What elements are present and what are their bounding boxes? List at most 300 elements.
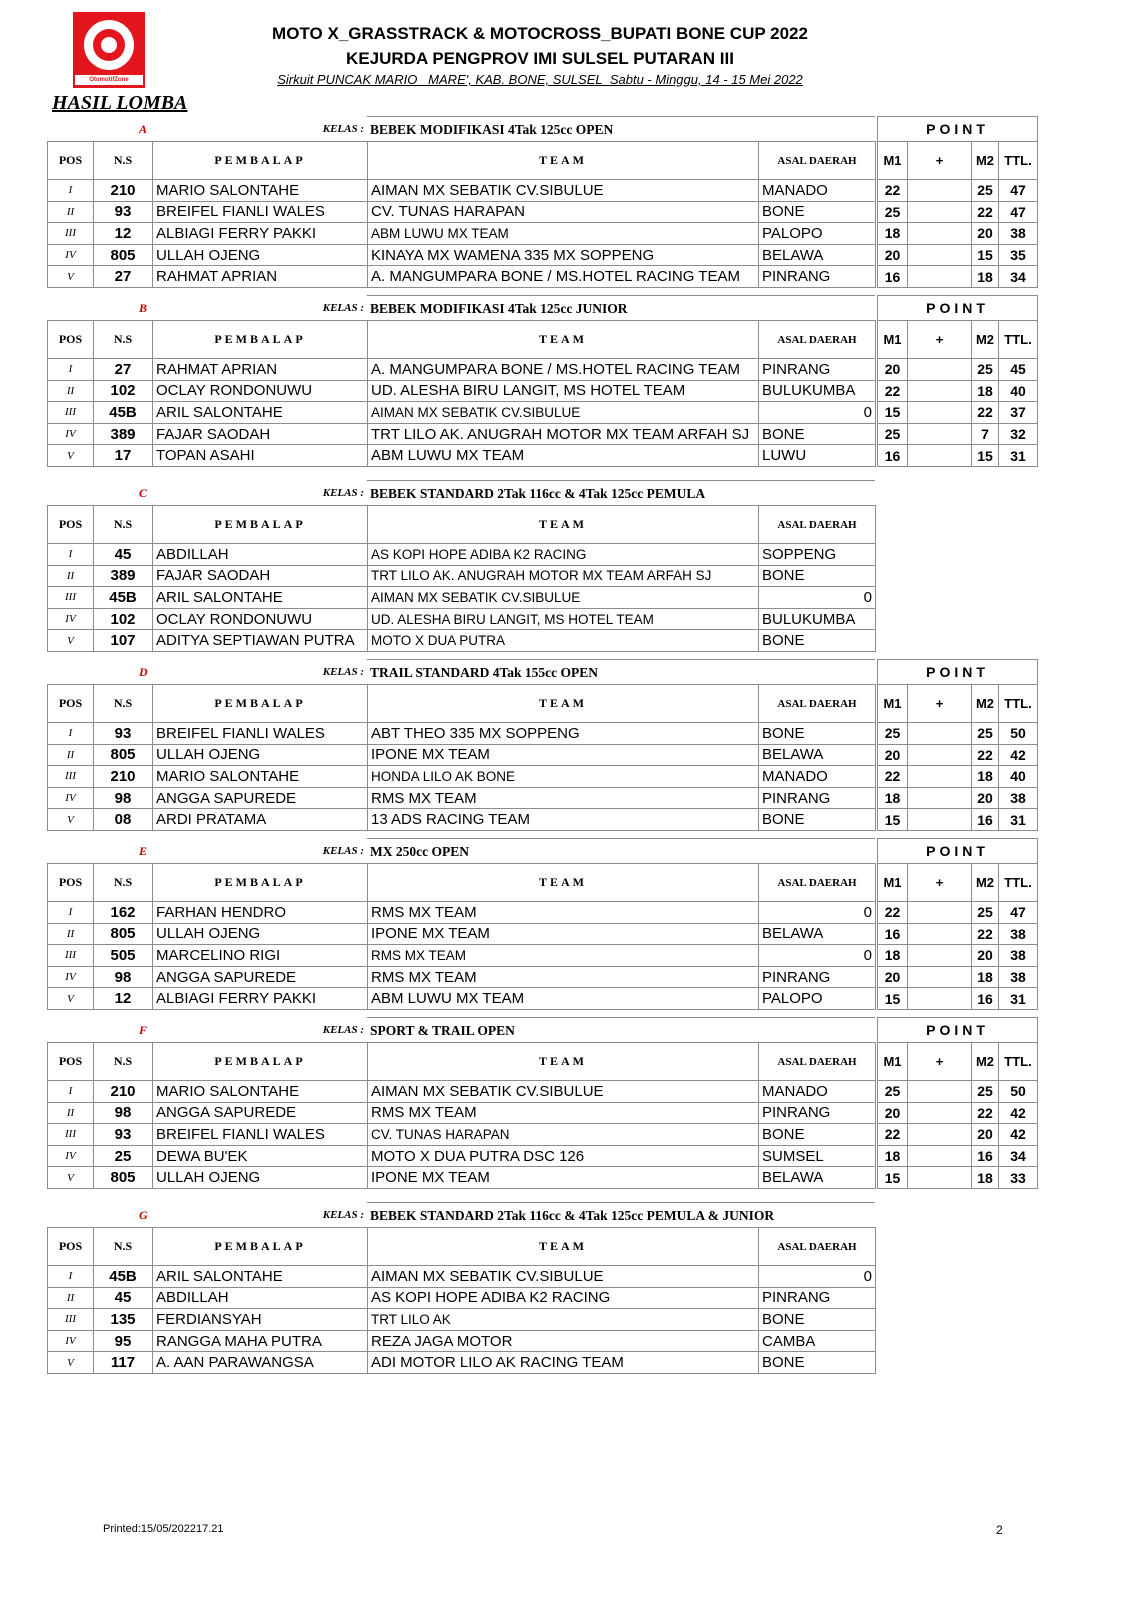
table-row [48, 1102, 876, 1124]
m2-cell: 16 [972, 1145, 999, 1167]
class-letter: C [139, 486, 148, 500]
header-team: TEAM [368, 321, 759, 359]
ttl-cell: 33 [999, 1167, 1038, 1189]
table-row [48, 630, 876, 652]
asal-daerah-cell: BONE [759, 1309, 876, 1331]
start-number-cell: 117 [94, 1352, 153, 1374]
header-ttl: TTL. [999, 142, 1038, 180]
rider-cell: MARCELINO RIGI [153, 945, 368, 967]
rider-cell: ULLAH OJENG [153, 744, 368, 766]
team-cell: 13 ADS RACING TEAM [368, 809, 759, 831]
class-letter: E [139, 844, 148, 858]
asal-daerah-cell: PINRANG [759, 266, 876, 288]
plus-spacer-cell [908, 180, 972, 202]
start-number-cell: 98 [94, 966, 153, 988]
class-name: SPORT & TRAIL OPEN [367, 1017, 875, 1042]
kelas-label: KELAS : [322, 845, 364, 857]
ttl-cell: 35 [999, 244, 1038, 266]
m1-cell: 18 [878, 945, 908, 967]
ttl-cell: 47 [999, 201, 1038, 223]
header-team: TEAM [368, 1228, 759, 1266]
team-cell: CV. TUNAS HARAPAN [368, 201, 759, 223]
ttl-cell: 38 [999, 223, 1038, 245]
points-row [878, 244, 1038, 266]
points-row [878, 445, 1038, 467]
header-ns: N.S [94, 1043, 153, 1081]
ttl-cell: 45 [999, 359, 1038, 381]
kelas-label: KELAS : [322, 1024, 364, 1036]
m1-cell: 25 [878, 1081, 908, 1103]
header-ns: N.S [94, 864, 153, 902]
header-m1: M1 [878, 321, 908, 359]
asal-daerah-cell: PINRANG [759, 359, 876, 381]
table-header [48, 506, 876, 544]
team-cell: TRT LILO AK. ANUGRAH MOTOR MX TEAM ARFAH SJ [368, 423, 759, 445]
m2-cell: 20 [972, 1124, 999, 1146]
ttl-cell: 31 [999, 988, 1038, 1010]
asal-daerah-cell: SUMSEL [759, 1145, 876, 1167]
asal-daerah-cell: BONE [759, 1352, 876, 1374]
header-asal-daerah: ASAL DAERAH [759, 321, 876, 359]
header-ttl: TTL. [999, 864, 1038, 902]
rider-cell: ULLAH OJENG [153, 923, 368, 945]
team-cell: RMS MX TEAM [368, 902, 759, 924]
ttl-cell: 38 [999, 923, 1038, 945]
team-cell: ABM LUWU MX TEAM [368, 223, 759, 245]
start-number-cell: 95 [94, 1330, 153, 1352]
pos-cell: III [48, 945, 94, 967]
header-pembalap: PEMBALAP [153, 1228, 368, 1266]
header-m2: M2 [972, 142, 999, 180]
header-pos: POS [48, 142, 94, 180]
header-ttl: TTL. [999, 1043, 1038, 1081]
asal-daerah-cell: CAMBA [759, 1330, 876, 1352]
points-row [878, 402, 1038, 424]
ttl-cell: 34 [999, 266, 1038, 288]
team-cell: CV. TUNAS HARAPAN [368, 1124, 759, 1146]
team-cell: RMS MX TEAM [368, 1102, 759, 1124]
points-row [878, 723, 1038, 745]
header-m1: M1 [878, 1043, 908, 1081]
kelas-label: KELAS : [322, 666, 364, 678]
pos-cell: III [48, 587, 94, 609]
plus-spacer-cell [908, 1102, 972, 1124]
start-number-cell: 805 [94, 923, 153, 945]
m1-cell: 25 [878, 723, 908, 745]
points-row [878, 744, 1038, 766]
start-number-cell: 210 [94, 1081, 153, 1103]
kelas-label: KELAS : [322, 302, 364, 314]
pos-cell: III [48, 402, 94, 424]
ttl-cell: 40 [999, 766, 1038, 788]
table-header [48, 864, 876, 902]
asal-daerah-cell: 0 [759, 1266, 876, 1288]
class-letter: G [139, 1208, 148, 1222]
m2-cell: 25 [972, 180, 999, 202]
points-row [878, 1124, 1038, 1146]
event-subtitle: KEJURDA PENGPROV IMI SULSEL PUTARAN III [346, 49, 734, 68]
m2-cell: 18 [972, 266, 999, 288]
pos-cell: V [48, 1352, 94, 1374]
asal-daerah-cell: BONE [759, 809, 876, 831]
table-row [48, 1081, 876, 1103]
page-number: 2 [996, 1523, 1003, 1537]
ttl-cell: 38 [999, 966, 1038, 988]
start-number-cell: 389 [94, 565, 153, 587]
rider-cell: RAHMAT APRIAN [153, 266, 368, 288]
start-number-cell: 45B [94, 1266, 153, 1288]
header-m2: M2 [972, 1043, 999, 1081]
team-cell: AIMAN MX SEBATIK CV.SIBULUE [368, 402, 759, 424]
ttl-cell: 31 [999, 809, 1038, 831]
pos-cell: V [48, 266, 94, 288]
plus-spacer-cell [908, 723, 972, 745]
start-number-cell: 98 [94, 787, 153, 809]
ttl-cell: 38 [999, 787, 1038, 809]
header-plus: + [908, 1043, 972, 1081]
plus-spacer-cell [908, 223, 972, 245]
points-row [878, 902, 1038, 924]
header-team: TEAM [368, 1043, 759, 1081]
class-letter: B [139, 301, 148, 315]
rider-cell: RAHMAT APRIAN [153, 359, 368, 381]
points-row [878, 180, 1038, 202]
ttl-cell: 31 [999, 445, 1038, 467]
plus-spacer-cell [908, 1124, 972, 1146]
header-asal-daerah: ASAL DAERAH [759, 506, 876, 544]
m1-cell: 16 [878, 266, 908, 288]
points-row [878, 766, 1038, 788]
table-row [48, 223, 876, 245]
start-number-cell: 12 [94, 988, 153, 1010]
rider-cell: ABDILLAH [153, 1287, 368, 1309]
results-table [47, 1227, 876, 1374]
table-row [48, 1309, 876, 1331]
rider-cell: ANGGA SAPUREDE [153, 966, 368, 988]
start-number-cell: 107 [94, 630, 153, 652]
m2-cell: 20 [972, 787, 999, 809]
table-row [48, 587, 876, 609]
pos-cell: II [48, 565, 94, 587]
rider-cell: FARHAN HENDRO [153, 902, 368, 924]
points-row [878, 988, 1038, 1010]
pos-cell: V [48, 1167, 94, 1189]
pos-cell: III [48, 766, 94, 788]
plus-spacer-cell [908, 359, 972, 381]
ttl-cell: 42 [999, 1102, 1038, 1124]
m2-cell: 18 [972, 1167, 999, 1189]
point-title: POINT [878, 660, 1038, 685]
m1-cell: 18 [878, 787, 908, 809]
header-m2: M2 [972, 864, 999, 902]
team-cell: UD. ALESHA BIRU LANGIT, MS HOTEL TEAM [368, 608, 759, 630]
m1-cell: 15 [878, 988, 908, 1010]
asal-daerah-cell: BELAWA [759, 244, 876, 266]
results-table [47, 684, 876, 831]
rider-cell: ULLAH OJENG [153, 1167, 368, 1189]
pos-cell: III [48, 1309, 94, 1331]
asal-daerah-cell: BULUKUMBA [759, 380, 876, 402]
plus-spacer-cell [908, 809, 972, 831]
pos-cell: III [48, 1124, 94, 1146]
asal-daerah-cell: PINRANG [759, 1102, 876, 1124]
rider-cell: FAJAR SAODAH [153, 565, 368, 587]
points-table [877, 116, 1038, 288]
logo-text: OtomotifZone [75, 75, 143, 85]
table-row [48, 744, 876, 766]
ttl-cell: 37 [999, 402, 1038, 424]
rider-cell: OCLAY RONDONUWU [153, 380, 368, 402]
table-row [48, 266, 876, 288]
start-number-cell: 93 [94, 723, 153, 745]
start-number-cell: 12 [94, 223, 153, 245]
rider-cell: ARIL SALONTAHE [153, 402, 368, 424]
pos-cell: IV [48, 244, 94, 266]
class-name: BEBEK STANDARD 2Tak 116cc & 4Tak 125cc PEMULA & JUNIOR [367, 1202, 875, 1227]
team-cell: AS KOPI HOPE ADIBA K2 RACING [368, 1287, 759, 1309]
pos-cell: IV [48, 1330, 94, 1352]
header-pembalap: PEMBALAP [153, 1043, 368, 1081]
m2-cell: 25 [972, 359, 999, 381]
m1-cell: 16 [878, 923, 908, 945]
pos-cell: III [48, 223, 94, 245]
m1-cell: 20 [878, 244, 908, 266]
team-cell: TRT LILO AK. ANUGRAH MOTOR MX TEAM ARFAH SJ [368, 565, 759, 587]
plus-spacer-cell [908, 1167, 972, 1189]
m1-cell: 22 [878, 180, 908, 202]
table-header [48, 1228, 876, 1266]
pos-cell: V [48, 809, 94, 831]
plus-spacer-cell [908, 445, 972, 467]
ttl-cell: 32 [999, 423, 1038, 445]
m2-cell: 25 [972, 1081, 999, 1103]
plus-spacer-cell [908, 766, 972, 788]
class-name: TRAIL STANDARD 4Tak 155cc OPEN [367, 659, 875, 684]
m2-cell: 22 [972, 201, 999, 223]
start-number-cell: 805 [94, 744, 153, 766]
ttl-cell: 47 [999, 180, 1038, 202]
team-cell: AIMAN MX SEBATIK CV.SIBULUE [368, 1266, 759, 1288]
pos-cell: I [48, 902, 94, 924]
points-row [878, 1102, 1038, 1124]
rider-cell: ALBIAGI FERRY PAKKI [153, 988, 368, 1010]
event-venue-date: Sirkuit PUNCAK MARIO _MARE', KAB. BONE, SULSEL_Sabtu - Minggu, 14 - 15 Mei 2022 [277, 72, 803, 87]
header-ttl: TTL. [999, 685, 1038, 723]
plus-spacer-cell [908, 380, 972, 402]
team-cell: HONDA LILO AK BONE [368, 766, 759, 788]
points-row [878, 1081, 1038, 1103]
plus-spacer-cell [908, 201, 972, 223]
start-number-cell: 805 [94, 1167, 153, 1189]
rider-cell: MARIO SALONTAHE [153, 1081, 368, 1103]
asal-daerah-cell: 0 [759, 945, 876, 967]
pos-cell: V [48, 988, 94, 1010]
header-ns: N.S [94, 1228, 153, 1266]
rider-cell: ANGGA SAPUREDE [153, 1102, 368, 1124]
plus-spacer-cell [908, 787, 972, 809]
table-row [48, 565, 876, 587]
team-cell: MOTO X DUA PUTRA DSC 126 [368, 1145, 759, 1167]
asal-daerah-cell: BONE [759, 565, 876, 587]
ttl-cell: 34 [999, 1145, 1038, 1167]
pos-cell: V [48, 445, 94, 467]
plus-spacer-cell [908, 266, 972, 288]
table-header [48, 1043, 876, 1081]
m2-cell: 22 [972, 402, 999, 424]
m2-cell: 16 [972, 809, 999, 831]
pos-cell: I [48, 1081, 94, 1103]
header-m1: M1 [878, 685, 908, 723]
class-letter: A [139, 122, 148, 136]
asal-daerah-cell: 0 [759, 587, 876, 609]
m1-cell: 20 [878, 359, 908, 381]
asal-daerah-cell: 0 [759, 402, 876, 424]
team-cell: KINAYA MX WAMENA 335 MX SOPPENG [368, 244, 759, 266]
header-pembalap: PEMBALAP [153, 685, 368, 723]
header-ns: N.S [94, 685, 153, 723]
m1-cell: 22 [878, 766, 908, 788]
start-number-cell: 135 [94, 1309, 153, 1331]
m2-cell: 20 [972, 223, 999, 245]
table-row [48, 988, 876, 1010]
m2-cell: 25 [972, 723, 999, 745]
rider-cell: FAJAR SAODAH [153, 423, 368, 445]
points-row [878, 945, 1038, 967]
team-cell: AS KOPI HOPE ADIBA K2 RACING [368, 544, 759, 566]
rider-cell: ARDI PRATAMA [153, 809, 368, 831]
team-cell: ABT THEO 335 MX SOPPENG [368, 723, 759, 745]
rider-cell: ADITYA SEPTIAWAN PUTRA [153, 630, 368, 652]
table-row [48, 723, 876, 745]
start-number-cell: 45 [94, 1287, 153, 1309]
plus-spacer-cell [908, 1081, 972, 1103]
table-row [48, 608, 876, 630]
table-row [48, 201, 876, 223]
pos-cell: I [48, 723, 94, 745]
ttl-cell: 50 [999, 1081, 1038, 1103]
asal-daerah-cell: PINRANG [759, 1287, 876, 1309]
pos-cell: II [48, 1102, 94, 1124]
header-m2: M2 [972, 685, 999, 723]
team-cell: REZA JAGA MOTOR [368, 1330, 759, 1352]
rider-cell: MARIO SALONTAHE [153, 766, 368, 788]
points-row [878, 787, 1038, 809]
asal-daerah-cell: BONE [759, 723, 876, 745]
asal-daerah-cell: 0 [759, 902, 876, 924]
m1-cell: 20 [878, 744, 908, 766]
pos-cell: IV [48, 608, 94, 630]
plus-spacer-cell [908, 966, 972, 988]
pos-cell: IV [48, 423, 94, 445]
asal-daerah-cell: MANADO [759, 180, 876, 202]
kelas-label: KELAS : [322, 487, 364, 499]
table-row [48, 809, 876, 831]
m2-cell: 16 [972, 988, 999, 1010]
team-cell: RMS MX TEAM [368, 945, 759, 967]
start-number-cell: 17 [94, 445, 153, 467]
hasil-lomba-heading: HASIL LOMBA [52, 92, 188, 114]
start-number-cell: 210 [94, 766, 153, 788]
table-row [48, 923, 876, 945]
start-number-cell: 102 [94, 380, 153, 402]
asal-daerah-cell: MANADO [759, 1081, 876, 1103]
team-cell: IPONE MX TEAM [368, 744, 759, 766]
team-cell: UD. ALESHA BIRU LANGIT, MS HOTEL TEAM [368, 380, 759, 402]
asal-daerah-cell: LUWU [759, 445, 876, 467]
team-cell: A. MANGUMPARA BONE / MS.HOTEL RACING TEAM [368, 359, 759, 381]
class-name: BEBEK MODIFIKASI 4Tak 125cc JUNIOR [367, 295, 875, 320]
header-team: TEAM [368, 142, 759, 180]
ttl-cell: 47 [999, 902, 1038, 924]
header-pos: POS [48, 321, 94, 359]
m2-cell: 20 [972, 945, 999, 967]
start-number-cell: 45B [94, 587, 153, 609]
results-table [47, 320, 876, 467]
team-cell: RMS MX TEAM [368, 966, 759, 988]
m2-cell: 7 [972, 423, 999, 445]
header-ns: N.S [94, 506, 153, 544]
team-cell: TRT LILO AK [368, 1309, 759, 1331]
rider-cell: ANGGA SAPUREDE [153, 787, 368, 809]
header-ns: N.S [94, 142, 153, 180]
table-row [48, 359, 876, 381]
m2-cell: 15 [972, 244, 999, 266]
m2-cell: 22 [972, 923, 999, 945]
pos-cell: II [48, 380, 94, 402]
rider-cell: ALBIAGI FERRY PAKKI [153, 223, 368, 245]
rider-cell: ARIL SALONTAHE [153, 587, 368, 609]
point-title: POINT [878, 296, 1038, 321]
start-number-cell: 08 [94, 809, 153, 831]
results-table [47, 505, 876, 652]
header-ttl: TTL. [999, 321, 1038, 359]
points-row [878, 201, 1038, 223]
start-number-cell: 389 [94, 423, 153, 445]
asal-daerah-cell: SOPPENG [759, 544, 876, 566]
point-title: POINT [878, 1018, 1038, 1043]
table-header [48, 321, 876, 359]
table-row [48, 380, 876, 402]
points-table [877, 295, 1038, 467]
rider-cell: BREIFEL FIANLI WALES [153, 723, 368, 745]
header-pos: POS [48, 685, 94, 723]
table-row [48, 544, 876, 566]
table-row [48, 1124, 876, 1146]
header-pembalap: PEMBALAP [153, 506, 368, 544]
table-header [48, 685, 876, 723]
table-row [48, 966, 876, 988]
rider-cell: A. AAN PARAWANGSA [153, 1352, 368, 1374]
start-number-cell: 98 [94, 1102, 153, 1124]
pos-cell: I [48, 359, 94, 381]
team-cell: ADI MOTOR LILO AK RACING TEAM [368, 1352, 759, 1374]
asal-daerah-cell: BELAWA [759, 923, 876, 945]
points-table [877, 1017, 1038, 1189]
team-cell: MOTO X DUA PUTRA [368, 630, 759, 652]
table-row [48, 787, 876, 809]
header-pembalap: PEMBALAP [153, 321, 368, 359]
point-title: POINT [878, 839, 1038, 864]
ttl-cell: 42 [999, 1124, 1038, 1146]
rider-cell: ARIL SALONTAHE [153, 1266, 368, 1288]
pos-cell: IV [48, 787, 94, 809]
header-m1: M1 [878, 142, 908, 180]
pos-cell: II [48, 923, 94, 945]
asal-daerah-cell: BONE [759, 201, 876, 223]
rider-cell: DEWA BU'EK [153, 1145, 368, 1167]
table-row [48, 1266, 876, 1288]
header-asal-daerah: ASAL DAERAH [759, 142, 876, 180]
